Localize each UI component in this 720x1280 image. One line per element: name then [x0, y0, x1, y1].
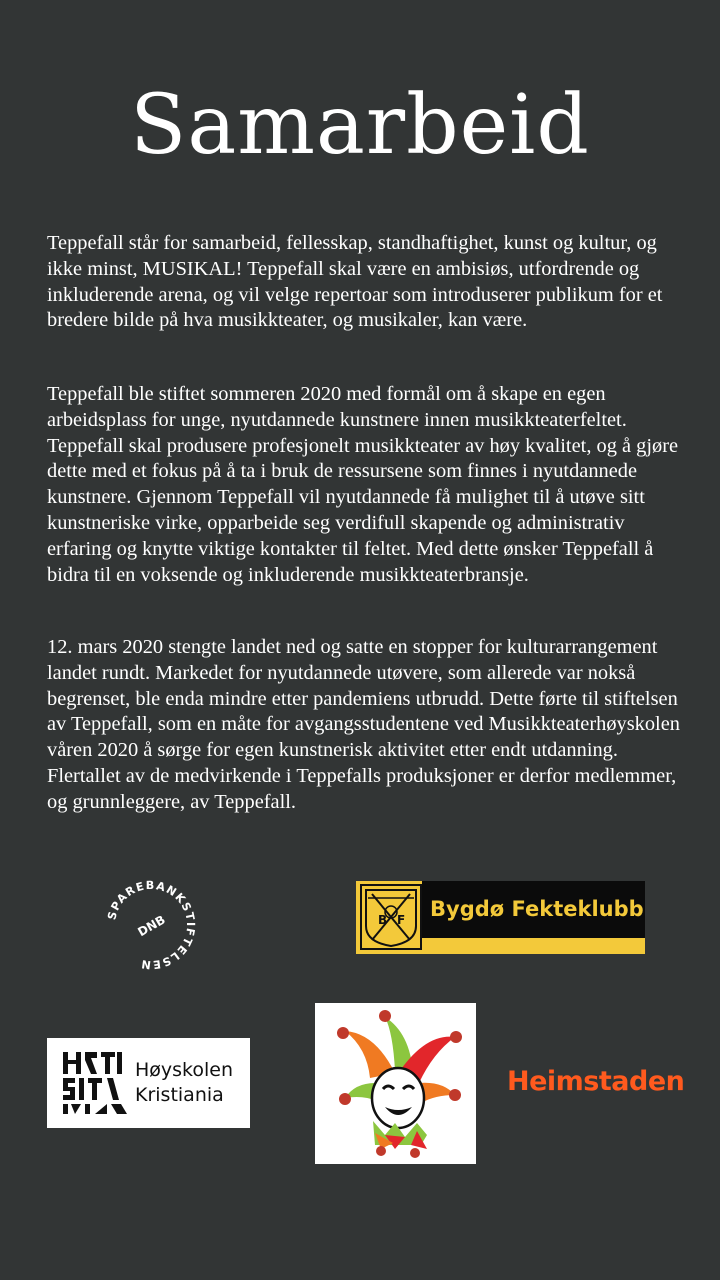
dnb-ring-text: SPAREBANKSTIFTELSEN — [105, 878, 198, 972]
fencing-crest-icon — [360, 884, 422, 950]
pandemic-paragraph: 12. mars 2020 stengte landet ned og satte en stopper for kulturarrangement landet rundt. Markedet for nyutdannede utøvere, som allerede var nokså begrenset, ble enda mindre etter pandemiens utbrudd. Dette førte til stiftelsen av Teppefall, som en måte for avgangsstudentene ved Musikkteaterhøyskolen våren 2020 å sørge for egen kunstnerisk aktivitet etter endt utdanning. Flertallet av de medvirkende i Teppefalls produksjoner er derfor medlemmer, og grunnleggere, av Teppefall. — [47, 636, 680, 813]
heimstaden-logo: Heimstaden — [507, 1066, 685, 1097]
kristiania-line1: Høyskolen — [135, 1059, 234, 1081]
sparebankstiftelsen-ring-icon — [104, 878, 198, 972]
svg-text:B: B — [378, 913, 388, 927]
jester-mask-icon — [315, 1003, 476, 1164]
page-title: Samarbeid — [130, 78, 590, 173]
founding-paragraph: Teppefall ble stiftet sommeren 2020 med formål om å skape en egen arbeidsplass for unge, nyutdannede kunstnere innen musikkteaterfeltet. Teppefall skal produsere profesjonelt musikkteater av høy kvalitet, og å gjøre dette med et fokus på å ta i bruk de ressursene som finnes i nyutdannede kunstnere. Gjennom Teppefall vil nyutdannede få mulighet til å utøve sitt kunstneriske virke, opparbeide seg verdifull skapende og administrativ erfaring og knytte viktige kontakter til feltet. Med dette ønsker Teppefall å bidra til en voksende og inkluderende musikkteaterbransje. — [47, 383, 679, 586]
bygdo-name: Bygdø Fekteklubb — [430, 897, 644, 921]
hoyskolen-kristiania-logo — [47, 1038, 250, 1128]
bygdo-fekteklubb-logo — [356, 881, 645, 954]
kristiania-mark-icon — [61, 1050, 127, 1116]
intro-paragraph: Teppefall står for samarbeid, fellesskap, standhaftighet, kunst og kultur, og ikke minst, MUSIKAL! Teppefall skal være en ambisiøs, utfordrende og inkluderende arena, og vil velge repertoar som introduserer publikum for et bredere bilde på hva musikkteater, og musikaler, kan være. — [47, 232, 663, 332]
dnb-center-text: DNB — [135, 912, 168, 940]
sparebankstiftelsen-dnb-logo — [104, 878, 198, 972]
kristiania-line2: Kristiania — [135, 1084, 224, 1106]
svg-text:F: F — [397, 913, 406, 927]
jester-logo — [315, 1003, 476, 1164]
